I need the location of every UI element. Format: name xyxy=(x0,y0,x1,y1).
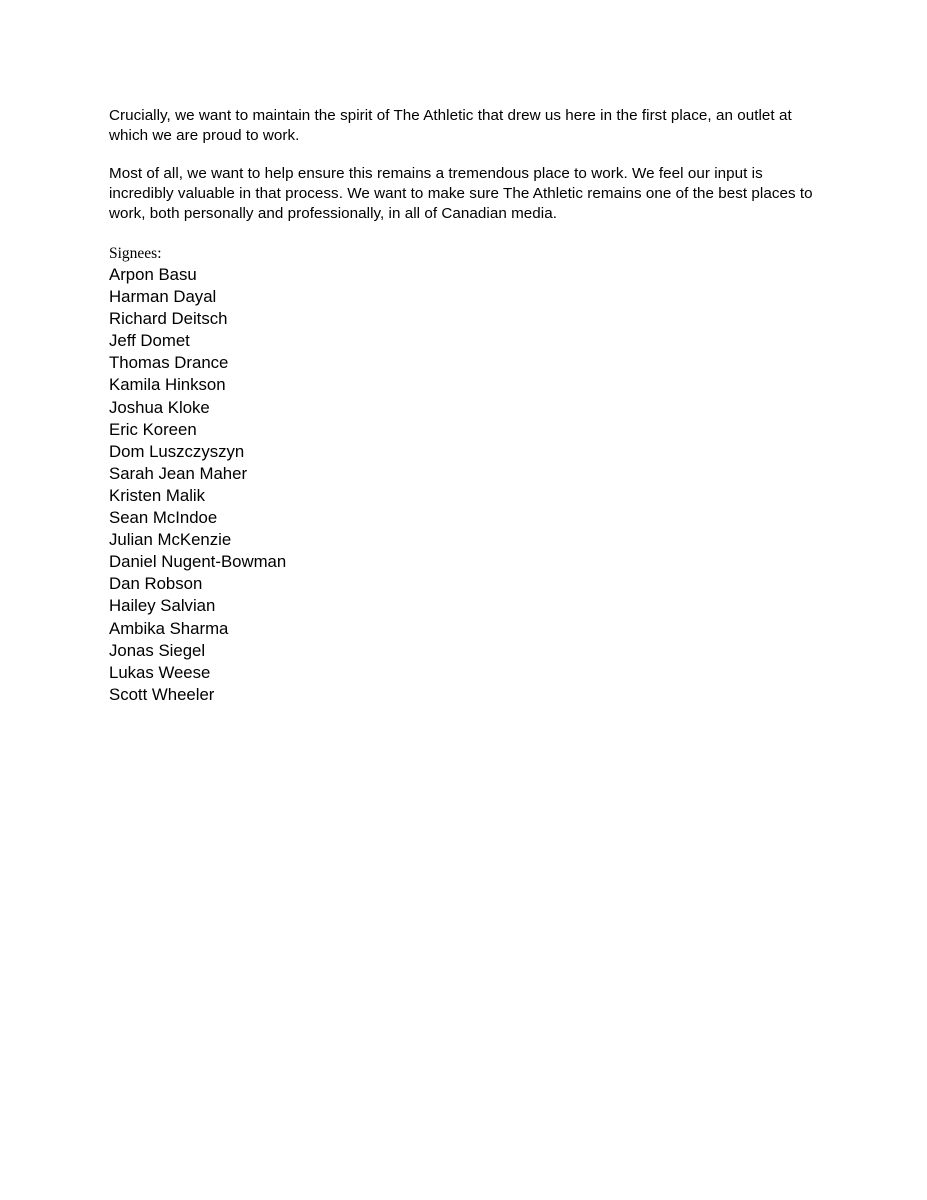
signee-name: Sean McIndoe xyxy=(109,508,218,528)
letter-body xyxy=(109,106,821,706)
signee-name: Richard Deitsch xyxy=(109,309,228,329)
signee-name: Dom Luszczyszyn xyxy=(109,441,245,461)
signee-name: Kamila Hinkson xyxy=(109,375,226,395)
signee-name: Julian McKenzie xyxy=(109,530,232,550)
signees-heading: Signees: xyxy=(109,245,162,262)
signee-name: Jonas Siegel xyxy=(109,640,206,660)
signee-name: Hailey Salvian xyxy=(109,596,216,616)
signee-name: Eric Koreen xyxy=(109,419,197,439)
signee-name: Joshua Kloke xyxy=(109,397,210,417)
signee-name: Lukas Weese xyxy=(109,662,211,682)
signee-name: Thomas Drance xyxy=(109,353,229,373)
signee-list xyxy=(109,264,821,706)
paragraph-spirit: Crucially, we want to maintain the spirit of The Athletic that drew us here in the first place, an outlet at which we are proud to work. xyxy=(109,107,792,144)
signee-name: Jeff Domet xyxy=(109,331,190,351)
paragraph-workplace: Most of all, we want to help ensure this remains a tremendous place to work. We feel our input is incredibly valuable in that process. We want to make sure The Athletic remains one of the best places to work, both personally and professionally, in all of Canadian media. xyxy=(109,165,813,222)
signee-name: Kristen Malik xyxy=(109,485,206,505)
signee-name: Daniel Nugent-Bowman xyxy=(109,552,287,572)
signee-name: Scott Wheeler xyxy=(109,684,215,704)
signee-name: Harman Dayal xyxy=(109,287,217,307)
signee-name: Arpon Basu xyxy=(109,265,197,284)
signee-name: Dan Robson xyxy=(109,574,203,594)
signee-name: Ambika Sharma xyxy=(109,618,229,638)
signee-name: Sarah Jean Maher xyxy=(109,463,248,483)
